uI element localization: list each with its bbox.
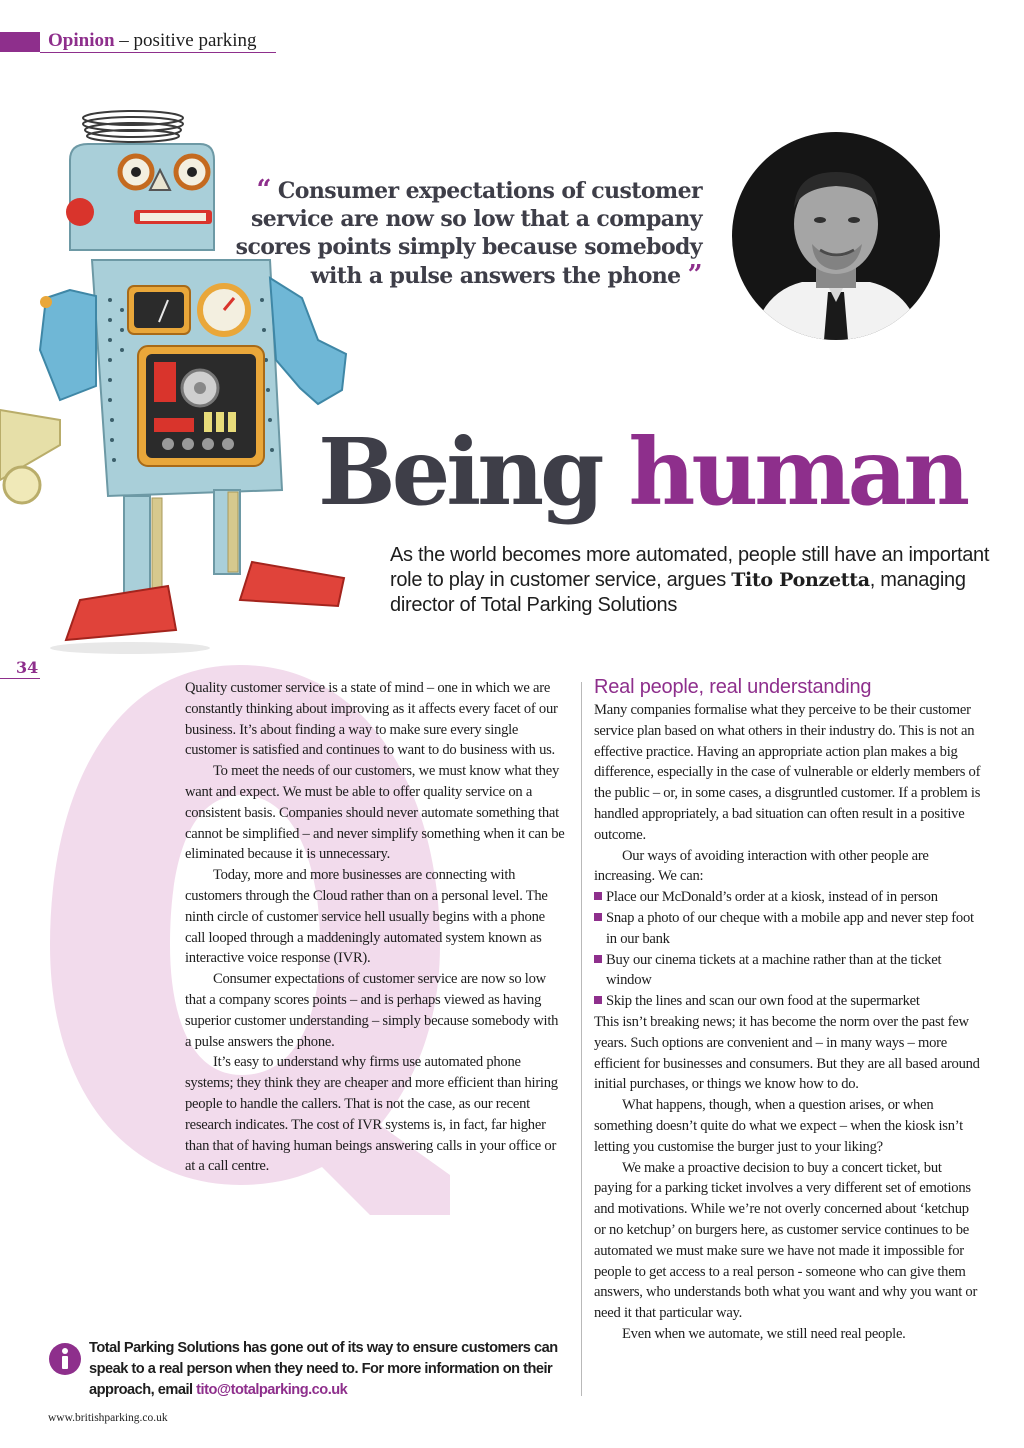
column-divider: [581, 682, 582, 1396]
body-paragraph: Consumer expectations of customer service are now so low that a company scores points – and is perhaps viewed as having superior customer understanding – simply because somebody with a pulse answers the phone.: [185, 971, 559, 1050]
page-number: 34: [16, 658, 39, 677]
standfirst-tail: , managing director of Total Parking Solutions: [390, 569, 966, 616]
bullet-text: Skip the lines and scan our own food at the supermarket: [606, 993, 920, 1010]
bullet-square-icon: [594, 913, 602, 921]
author-name: Tito Ponzetta: [731, 569, 870, 591]
info-icon: [48, 1342, 82, 1376]
bullet-item: [594, 950, 982, 992]
section-header: [48, 29, 257, 53]
body-paragraph: Quality customer service is a state of mind – one in which we are constantly thinking about improving as it affects every facet of our business. It’s about finding a way to make sure every single customer is satisfied and continues to want to do business with us.: [185, 680, 558, 759]
bullet-item: [594, 991, 982, 1012]
body-paragraph: What happens, though, when a question arises, or when something doesn’t quite do what we expect – when the kiosk isn’t letting you customise the burger just to your liking?: [594, 1097, 963, 1155]
body-paragraph: Today, more and more businesses are connecting with customers through the Cloud rather than on a personal level. The ninth circle of customer service hell usually begins with a phone call looped through a maddeningly automated system known as interactive voice response (IVR).: [185, 867, 548, 967]
standfirst-lead: As the world becomes more automated, people still have an important role to play in customer service, argues: [390, 544, 990, 591]
open-quote-mark: “: [256, 175, 271, 205]
body-paragraph: Many companies formalise what they perceive to be their customer service plan based on what others in their industry do. This is not an effective practice. Having an appropriate action plan makes a big difference, especially in the case of vulnerable or elderly members of the public – or, in some cases, a disgruntled customer. If a problem is handled appropriately, a bad situation can often result in a positive outcome.: [594, 702, 981, 843]
headline-part-1: Being: [318, 418, 601, 526]
contact-email-link[interactable]: tito@totalparking.co.uk: [196, 1382, 348, 1398]
article-column-2: [594, 674, 982, 1345]
bullet-square-icon: [594, 996, 602, 1004]
section-label: Opinion: [48, 30, 115, 51]
bullet-text: Place our McDonald’s order at a kiosk, instead of in person: [606, 889, 938, 906]
bullet-item: [594, 887, 982, 908]
footer-url[interactable]: www.britishparking.co.uk: [48, 1412, 168, 1424]
body-paragraph: This isn’t breaking news; it has become the norm over the past few years. Such options are convenient and – in many ways – more efficient for businesses and consumers. But they are all based around initial purchases, or things we know how to do.: [594, 1013, 980, 1093]
body-paragraph: To meet the needs of our customers, we must know what they want and expect. We must be able to offer quality service on a consistent basis. Companies should never automate something that cannot be simplified – and never simplify something when it can be eliminated because it is unnecessary.: [185, 763, 565, 863]
section-topic: positive parking: [133, 30, 257, 51]
info-box-text: [89, 1338, 569, 1401]
info-box-body: Total Parking Solutions has gone out of its way to ensure customers can speak to a real person when they need to. For more information on their approach, email: [89, 1340, 558, 1398]
close-quote-mark: ”: [687, 260, 702, 290]
author-portrait: [732, 132, 940, 340]
headline-part-2: human: [628, 418, 967, 526]
body-paragraph: It’s easy to understand why firms use automated phone systems; they think they are cheaper and more efficient than hiring people to handle the callers. That is not the case, as our recent research indicates. The cost of IVR systems is, in fact, far higher than that of having human beings answering calls in your office or at a call centre.: [185, 1054, 558, 1175]
article-column-1: [185, 678, 567, 1177]
pull-quote: [230, 176, 702, 290]
bullet-item: [594, 908, 982, 950]
bullet-square-icon: [594, 955, 602, 963]
bullet-text: Buy our cinema tickets at a machine rather than at the ticket window: [606, 951, 942, 989]
subheading: Real people, real understanding: [594, 676, 872, 698]
bullet-square-icon: [594, 892, 602, 900]
section-separator: –: [114, 30, 134, 51]
standfirst: [390, 543, 990, 618]
body-paragraph: We make a proactive decision to buy a concert ticket, but paying for a parking ticket involves a very different set of emotions and motivations. While we’re not overly concerned about ‘ketchup or no ketchup’ on burgers here, as customer service continues to be automated we must make sure we have not made it impossible for people to get access to a real person - someone who can give them answers, who understands both what you want and why you want or need it that particular way.: [594, 1159, 978, 1322]
body-paragraph: Our ways of avoiding interaction with other people are increasing. We can:: [594, 847, 929, 885]
pull-quote-text: Consumer expectations of customer service are now so low that a company scores points simply because somebody with a pulse answers the phone: [235, 178, 702, 289]
body-paragraph: Even when we automate, we still need real people.: [622, 1325, 906, 1342]
header-accent-bar: [0, 32, 40, 52]
header-underline: [40, 52, 276, 53]
headline: [318, 412, 966, 532]
bullet-text: Snap a photo of our cheque with a mobile app and never step foot in our bank: [606, 909, 974, 947]
